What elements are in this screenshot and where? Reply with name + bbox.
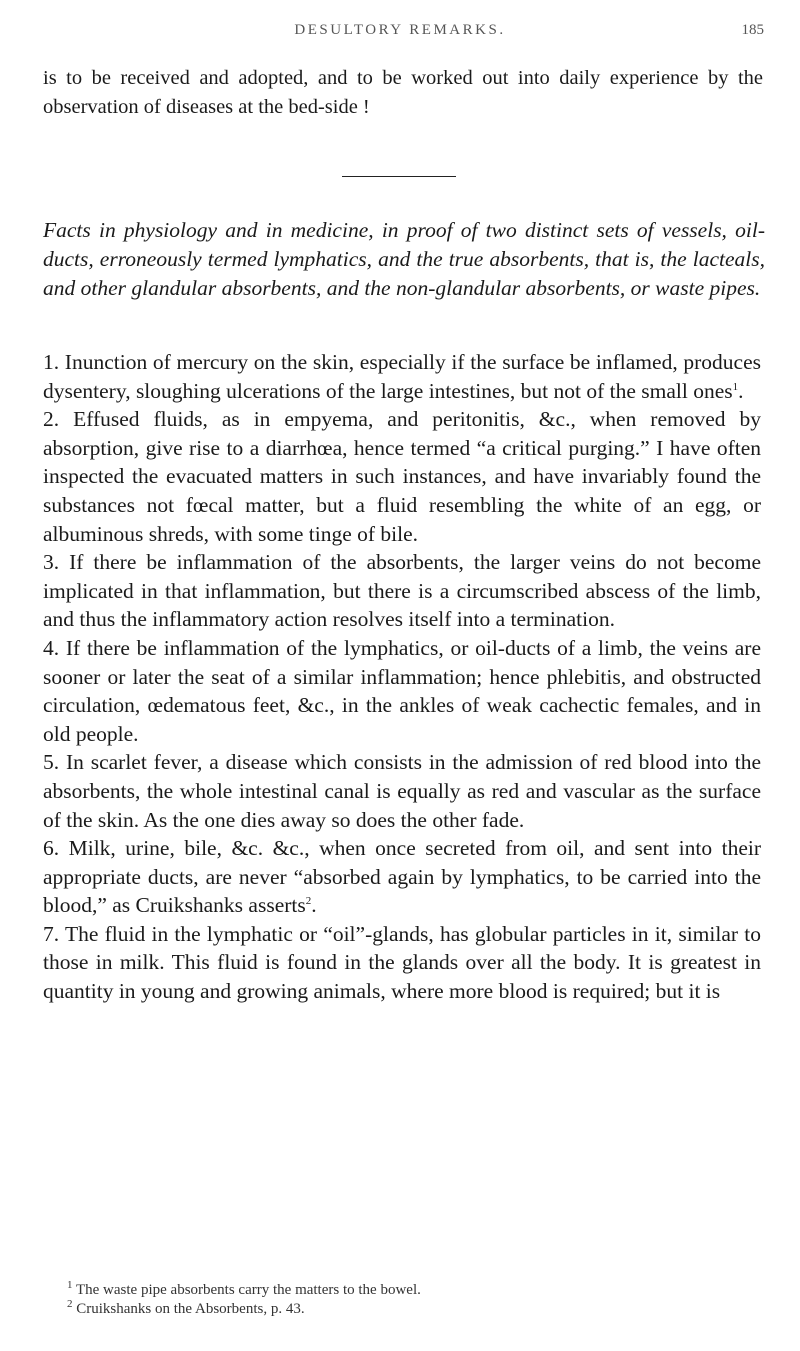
running-title: DESULTORY REMARKS. — [294, 22, 506, 38]
footnote-ref-1[interactable]: 1 — [732, 380, 739, 393]
section-divider — [342, 176, 456, 177]
paragraph-2: 2. Effused fluids, as in empyema, and peritonitis, &c., when removed by absorption, give rise to a diarrhœa, hence termed “a critical purging.” I have often inspected the evacuated matters in such instances, and have invariably found the substances not fœcal matter, but a fluid resembling the white of an egg, or albuminous shreds, with some tinge of bile. — [43, 407, 761, 546]
footnote-mark-2: 2 — [67, 1298, 73, 1310]
footnote-2: $^2$ Cruikshanks on the Absorbents, p. 43. — [67, 1298, 305, 1317]
footnote-1: $^1$ The waste pipe absorbents carry the matters to the bowel. — [67, 1279, 421, 1298]
intro-paragraph: is to be received and adopted, and to be worked out into daily experience by the observation of diseases at the bed-side ! — [43, 67, 763, 118]
paragraph-7: 7. The fluid in the lymphatic or “oil”-glands, has globular particles in it, similar to those in milk. This fluid is found in the glands over all the body. It is greatest in quantity in young and growing animals, where more blood is required; but it is — [43, 921, 761, 1004]
footnote-mark-1: 1 — [67, 1279, 73, 1291]
paragraph-4: 4. If there be inflammation of the lymphatics, or oil-ducts of a limb, the veins are sooner or later the seat of a similar inflammation; hence phlebitis, and obstructed circulation, œdematous feet, &c., in the ankles of weak cachectic females, and in old people. — [43, 635, 761, 746]
section-heading: Facts in physiology and in medicine, in proof of two distinct sets of vessels, oil-ducts, erroneously termed lymphatics, and the true absorbents, that is, the lacteals, and other glandular absorbents, and the non-glandular absorbents, or waste pipes. — [43, 218, 765, 300]
paragraph-6: 6. Milk, urine, bile, &c. &c., when once secreted from oil, and sent into their appropriate ducts, are never “absorbed again by lymphatics, to be carried into the blood,” as Cruikshanks asserts$^2$. — [43, 836, 761, 918]
running-head — [0, 22, 800, 46]
body-text — [43, 348, 761, 1006]
page-number: 185 — [741, 22, 764, 38]
paragraph-3: 3. If there be inflammation of the absorbents, the larger veins do not become implicated in that inflammation, but there is a circumscribed abscess of the limb, and thus the inflammatory action resolves itself into a termination. — [43, 550, 761, 632]
paragraph-1: 1. Inunction of mercury on the skin, especially if the surface be inflamed, produces dysentery, sloughing ulcerations of the large intestines, but not of the small ones$^1$. — [43, 350, 761, 403]
paragraph-5: 5. In scarlet fever, a disease which consists in the admission of red blood into the absorbents, the whole intestinal canal is equally as red and vascular as the surface of the skin. As the one dies away so does the other fade. — [43, 750, 761, 832]
footnotes — [67, 1281, 767, 1319]
footnote-ref-2[interactable]: 2 — [305, 895, 312, 908]
